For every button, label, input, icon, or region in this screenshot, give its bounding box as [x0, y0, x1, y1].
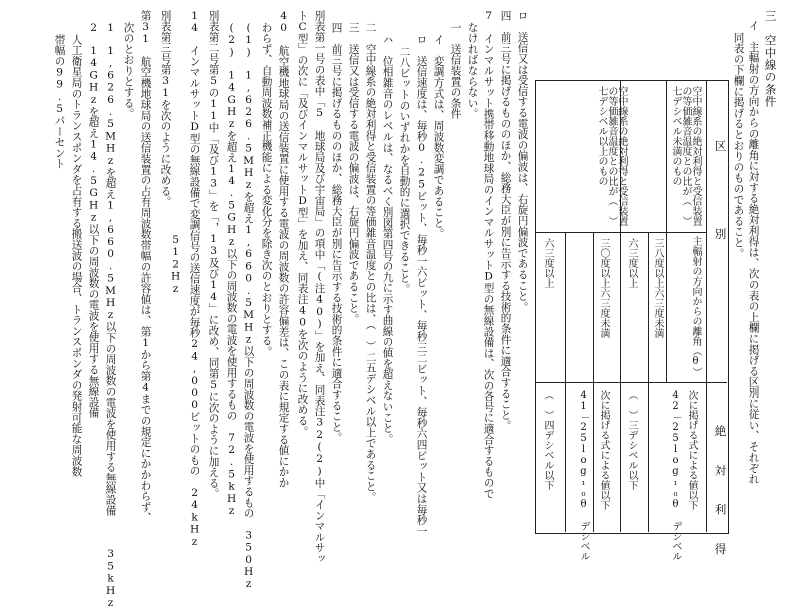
note-14-b: 512Hz	[169, 234, 182, 295]
table-r2-angle: 六三度以上	[626, 238, 637, 288]
table-group2-label: 空中線系の絶対利得と受信装置の等価雑音温度との比が（ ）七デシベル以上のもの	[596, 86, 627, 226]
n31-line1: 第31 航空機地球局の送信装置の占有周波数帯幅の許容値は、第1から第4までの規定にかかわらず、	[139, 10, 152, 524]
section-3-i-line2: 同表の下欄に掲げるとおりのものであること。	[732, 32, 745, 259]
note-40-line2: わらず、自動周波数補正機能による変化分を除き次のとおりとする。	[260, 22, 273, 357]
table-col-divider-2	[666, 80, 667, 382]
amend-1-line2: トC型」の次に「及びインマルサットD型」を加え、同表注40を次のように改める。	[296, 10, 309, 437]
amend-2: 別表第二号第5の11中「及び13」を「，13及び14」に改め、同第5に次のように加える。	[207, 10, 220, 500]
note-40-line1: 40 航空機地球局の送信装置に使用する電波の周波数の許容偏差は、この表に規定する値にかか	[277, 10, 290, 488]
para-1-i: イ 変調方式は、周波数変調であること。	[432, 34, 445, 240]
para-1-ro-line2: 二八ビットのいずれかを自動的に選択できること。	[398, 46, 411, 295]
note-40-item1: (1) 1,626.5MHzを超え1,660.5MHz以下の周波数の電波を使用するもの 350Hz	[242, 22, 255, 591]
table-r1-angle: 三八度以上六三度未満	[652, 238, 663, 338]
table-r4-gain: （ ）四デシベル以下	[542, 390, 553, 490]
para-1-title: 一 送信装置の条件	[449, 22, 462, 120]
para-3b: 三 送信又は受信する電波の偏波は、右旋円偏波であること。	[347, 22, 360, 325]
table-divider-h2	[535, 232, 706, 233]
n31-item2-detail2: 帯幅の99.5パーセント	[53, 34, 66, 170]
table-r1-gain-b: 42－25log₁₀θ デシベル	[670, 390, 681, 561]
table-head-right: 絶 対 利 得	[713, 425, 728, 563]
table-divider-h1	[535, 382, 727, 383]
table-group1-label: 空中線系の絶対利得と受信装置の等価雑音温度との比が（ ）七デシベル未満のもの	[670, 86, 701, 226]
table-head-left: 区 別	[713, 140, 728, 246]
para-ro: ロ 送信又は受信する電波の偏波は、右旋円偏波であること。	[516, 10, 529, 313]
amend-1-line1: 別表第一号の表中「5 地球局及び宇宙局」の項中「(注40)」を加え、同表注32(2)中「インマルサッ	[313, 10, 326, 564]
section-3-title: 三 空中線の条件	[763, 10, 778, 108]
table-col-divider-3	[648, 232, 649, 532]
table-col-divider-1	[706, 80, 707, 532]
table-r3-angle: 三〇度以上六三度未満	[598, 238, 609, 338]
note-40-item2: (2) 14GHzを超え14.5GHz以下の周波数の電波を使用するもの 72.5kHz	[225, 22, 238, 518]
para-7-line2: なければならない。	[466, 22, 479, 120]
para-2: 二 空中線系の絶対利得と受信装置の等価雑音温度との比は、（ ）二五デシベル以上であること。	[364, 22, 377, 503]
table-r2-gain: （ ）三デシベル以下	[626, 390, 637, 490]
note-14: 14 インマルサットD型の無線設備で変調信号の送信速度が毎秒24,000ビットのもの 24kHz	[188, 10, 201, 548]
table-r3-gain-b: 41－25log₁₀θ デシベル	[578, 390, 589, 561]
table-r1-gain-a: 次に掲げる式による値以下	[686, 390, 697, 510]
n31-item2: 2 14GHzを超え14.5GHz以下の周波数の電波を使用する無線設備	[87, 22, 100, 419]
table-r4-angle: 六三度以上	[542, 238, 553, 288]
table-sub-head: 主輻射の方向からの離角（θ）	[690, 236, 701, 377]
para-4: 四 前三号に掲げるもののほか、総務大臣が別に告示する技術的条件に適合すること。	[499, 10, 512, 432]
table-col-divider-5	[593, 232, 594, 532]
table-r3-gain-a: 次に掲げる式による値以下	[598, 390, 609, 510]
n31-item2-detail1: 人工衛星局のトランスポンダを占有する搬送波の場合、トランスポンダの発射可能な周波数	[70, 34, 83, 477]
n31-item1: 1 1,626.5MHzを超え1,660.5MHz以下の周波数の電波を使用する無線設備 35kHz	[104, 22, 117, 609]
para-1-ro-line1: ロ 送信速度は、毎秒0.25ビット、毎秒一六ビット、毎秒三二ビット、毎秒六四ビット又は毎秒一	[415, 34, 428, 537]
amend-3: 別表第三号第31を次のように改める。	[159, 10, 172, 208]
para-1-ha: ハ 位相雑音のレベルは、なるべく別図第四号の九に示す曲線の値を超えないこと。	[381, 34, 394, 445]
table-col-divider-6	[565, 232, 566, 532]
para-7-line1: 7 インマルサット携帯移動地球局のインマルサットD型の無線設備は、次の各号に適合するもので	[482, 10, 495, 499]
n31-line2: 次のとおりとする。	[122, 22, 135, 120]
section-3-i-line1: イ 主輻射の方向からの離角に対する絶対利得は、次の表の上欄に掲げる区別に従い、それぞれ	[747, 20, 760, 485]
para-4b: 四 前三号に掲げるもののほか、総務大臣が別に告示する技術的条件に適合すること。	[330, 22, 343, 444]
